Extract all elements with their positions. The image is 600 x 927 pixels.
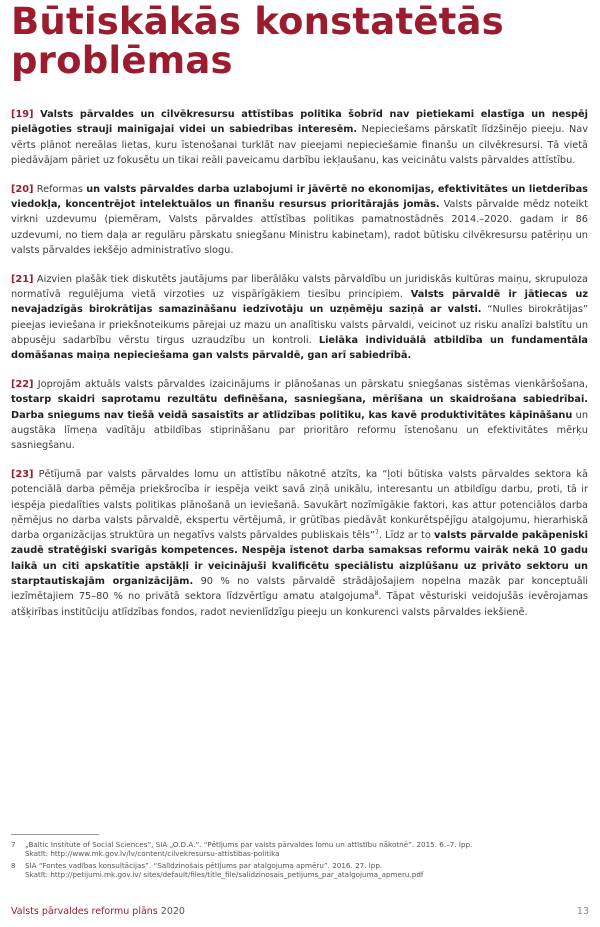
footnote-number: 8 — [11, 860, 16, 870]
text: Aizvien plašāk tiek diskutēts jautājums par liberālāku valsts pārvaldību un juridiskās kultūras maiņu, skrupuloza normatīvā regulējuma vietā virzoties uz vispārīgākiem tiesību principiem. — [11, 273, 588, 300]
footnote-citation: SIA “Fontes vadības konsultācijas”. “Salīdzinošais pētījums par atalgojuma apmēru”. 2016. 27. lpp. — [25, 860, 383, 870]
paragraph-23 — [11, 467, 588, 620]
footnotes — [11, 840, 591, 882]
bold-text: Lielāka individuālā atbildība un fundamentāla domāšanas maiņa nepieciešama gan valsts pārvaldē, gan arī sabiedrībā. — [11, 334, 588, 362]
bold-text: Valsts pārvaldē ir jātiecas uz nevajadzīgās birokrātijas samazināšanu iedzīvotāju un uzņēmēju saziņā ar valsti. — [11, 288, 588, 316]
footnote-link[interactable]: Skatīt: http://petijumi.mk.gov.lv/ sites/default/files/title_file/salidzinosais_petijums_par_atalgojuma_apmeru.pdf — [25, 870, 424, 880]
paragraph-number: [20] — [11, 183, 34, 195]
text: Joprojām aktuāls valsts pārvaldes izaicinājums ir plānošanas un pārskatu sniegšanas sistēmas vienkāršošana, — [33, 378, 588, 390]
footer-title — [11, 906, 185, 917]
footnote-link[interactable]: Skatīt: http://www.mk.gov.lv/lv/content/cilvekresursu-attistibas-politika — [25, 849, 280, 859]
paragraph-20 — [11, 182, 588, 258]
text: 90 % no valsts pārvaldē strādājošajiem nopelna mazāk par konceptuāli iezīmētajiem 75–80 % no privātā sektora līdzvērtīgu amatu atalgojuma — [11, 576, 588, 603]
paragraph-number: [19] — [11, 109, 34, 120]
text: Valsts pārvalde mēdz noteikt virkni uzdevumu (piemēram, Valsts pārvaldes attīstības politikas pamatnostādnēs 2014.–2020. gadam ir 86 uzdevumi, no tiem daļa ar regulāru pārskatu sniegšanu Ministru kabinetam), radot būtisku cilvēkresursu patēriņu un valsts pārvaldes iekšējo administratīvo slogu. — [11, 198, 588, 256]
paragraph-number: [23] — [11, 468, 34, 480]
footnote-8 — [11, 861, 591, 880]
text: un augstāka līmeņa vadītāju atbildības stiprināšanu par prioritāro reformu īstenošanu un efektivitātes mērķu sasniegšanu. — [11, 409, 588, 452]
footnote-citation: „Baltic Institute of Social Sciences”, SIA „O.D.A.”. “Pētījums par valsts pārvaldes lomu un attīstību nākotnē”. 2015. 6.–7. lpp. — [25, 840, 473, 849]
bold-text: valsts pārvalde pakāpeniski zaudē stratēģiski svarīgās kompetences. Nespēja īstenot darba samaksas reformu vairāk nekā 10 gadu laikā un citi apskatītie apstākļi ir veicinājuši kvalificētu speciālistu aizplūšanu uz privāto sektoru un starptautiskajām organizācijām. — [11, 530, 588, 588]
paragraph-number: [22] — [11, 378, 34, 390]
paragraph-22 — [11, 377, 588, 453]
bold-text: tostarp skaidri saprotamu rezultātu definēšana, sasniegšana, mērīšana un skaidrošana sabiedrībai. Darba sniegums nav tiešā veidā sasaistīts ar atlīdzības politiku, kas kavē produktivitātes kāpināšanu — [11, 394, 588, 421]
text: “Nulles birokrātijas” pieejas ieviešana ir priekšnoteikums pārejai uz mazu un analītisku valsts pārvaldi, veicinot uz risku analīzi balstītu un abpusēju sadarbību vērstu tirgus uzraudzību un kontroli. — [11, 304, 588, 346]
footnote-divider — [11, 834, 99, 835]
bold-text: Valsts pārvaldes un cilvēkresursu attīstības politika šobrīd nav pietiekami elastīga un nespēj pielāgoties strauji mainīgajai videi un sabiedrības interesēm. — [11, 109, 588, 136]
footnote-ref: 7 — [375, 529, 379, 537]
paragraph-21 — [11, 272, 588, 364]
text: Nepieciešams pārskatīt līdzšinējo pieeju. Nav vērts plānot nereālas lietas, kuru īstenošanai turklāt nav pieejami nepieciešamie finanšu un cilvēkresursi. Tā vietā piedāvājam pāriet uz fokusētu un tikai reāli paveicamu darbību iekļaušanu, kas veicinātu valsts pārvaldes attīstību. — [11, 124, 589, 166]
text: Pētījumā par valsts pārvaldes lomu un attīstību nākotnē atzīts, ka “ļoti būtiska valsts pārvaldes sektora kā potenciālā darba pēmēja priekšrocība ir iespēja veikt savā ziņā unikālu, interesantu un atbildīgu darbu, proti, tā ir iespēja piedalīties valsts politikas plānošanā un ieviešanā. Savukārt nozīmīgākie faktori, kas attur potenciālos darba ņēmējus no darba valsts pārvaldē, ekspertu vērtējumā, ir grūtības piedāvāt konkurētspējīgu atalgojumu, hierarhiskā darba organizācijas struktūra un negatīvs valsts pārvaldes publiskais tēls” — [11, 468, 588, 542]
footer-document-title: Valsts pārvaldes reformu plāns — [11, 906, 158, 917]
bold-text: un valsts pārvaldes darba uzlabojumi ir jāvērtē no ekonomijas, efektivitātes un lietderības viedokļa, koncentrējot intelektuālos un finanšu resursus prioritārajās jomās. — [11, 183, 588, 210]
page-title: Būtiskākās konstatētās problēmas — [11, 0, 504, 82]
paragraph-number: [21] — [11, 273, 34, 285]
page-number: 13 — [576, 906, 589, 917]
footnote-text — [25, 861, 423, 880]
paragraph-19 — [11, 107, 588, 168]
text: . Līdz ar to — [378, 530, 435, 542]
body-text — [11, 107, 588, 633]
footnote-text — [25, 840, 472, 859]
text: Reformas — [33, 183, 87, 195]
footer-year: 2020 — [160, 906, 185, 917]
footnote-number: 7 — [11, 840, 16, 849]
footnote-7 — [11, 840, 591, 859]
footnote-ref: 8 — [374, 590, 379, 598]
text: . Tāpat vēsturiski veidojušās ievērojamas atšķirības institūciju atlīdzības fondos, radot nevienlīdzīgu pieeju un konkurenci valsts pārvaldes iekšienē. — [11, 591, 588, 618]
